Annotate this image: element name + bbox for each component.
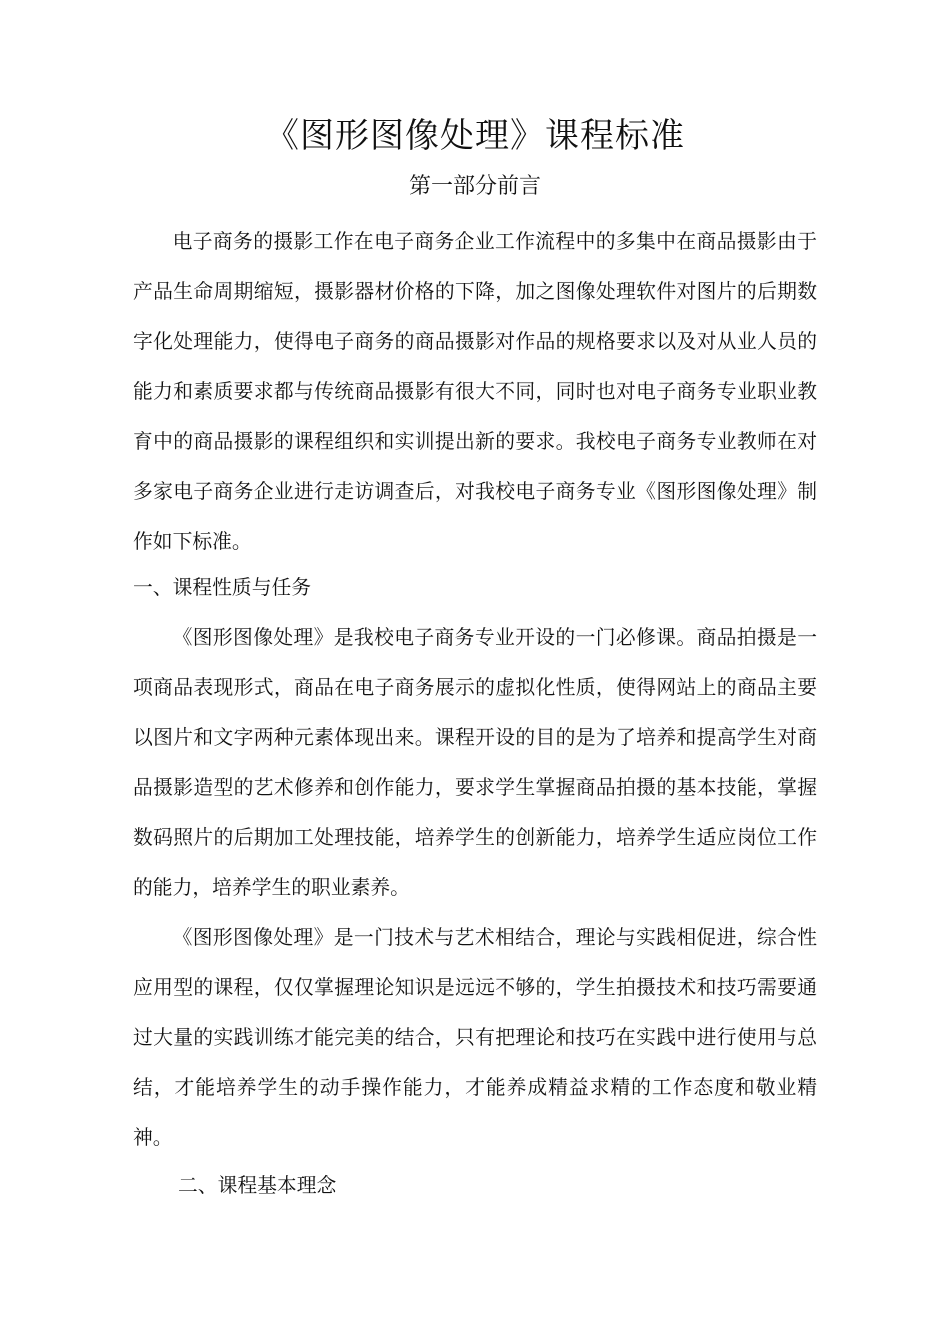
nature-paragraph-1: 《图形图像处理》是我校电子商务专业开设的一门必修课。商品拍摄是一项商品表现形式，商品在电子商务展示的虚拟化性质，使得网站上的商品主要以图片和文字两种元素体现出来。课程开设的目的是为了培养和提高学生对商品摄影造型的艺术修养和创作能力，要求学生掌握商品拍摄的基本技能，掌握数码照片的后期加工处理技能，培养学生的创新能力，培养学生适应岗位工作的能力，培养学生的职业素养。 [133, 626, 817, 899]
section-heading-nature: 一、课程性质与任务 [133, 576, 312, 599]
document-title: 《图形图像处理》课程标准 [265, 116, 685, 156]
intro-paragraph: 电子商务的摄影工作在电子商务企业工作流程中的多集中在商品摄影由于产品生命周期缩短，摄影器材价格的下降，加之图像处理软件对图片的后期数字化处理能力，使得电子商务的商品摄影对作品的规格要求以及对从业人员的能力和素质要求都与传统商品摄影有很大不同，同时也对电子商务专业职业教育中的商品摄影的课程组织和实训提出新的要求。我校电子商务专业教师在对多家电子商务企业进行走访调查后，对我校电子商务专业《图形图像处理》制作如下标准。 [133, 230, 817, 553]
part-heading: 第一部分前言 [408, 174, 541, 199]
nature-paragraph-2: 《图形图像处理》是一门技术与艺术相结合，理论与实践相促进，综合性应用型的课程，仅仅掌握理论知识是远远不够的，学生拍摄技术和技巧需要通过大量的实践训练才能完美的结合，只有把理论和技巧在实践中进行使用与总结，才能培养学生的动手操作能力，才能养成精益求精的工作态度和敬业精神。 [133, 926, 817, 1149]
section-heading-philosophy: 二、课程基本理念 [178, 1174, 337, 1197]
